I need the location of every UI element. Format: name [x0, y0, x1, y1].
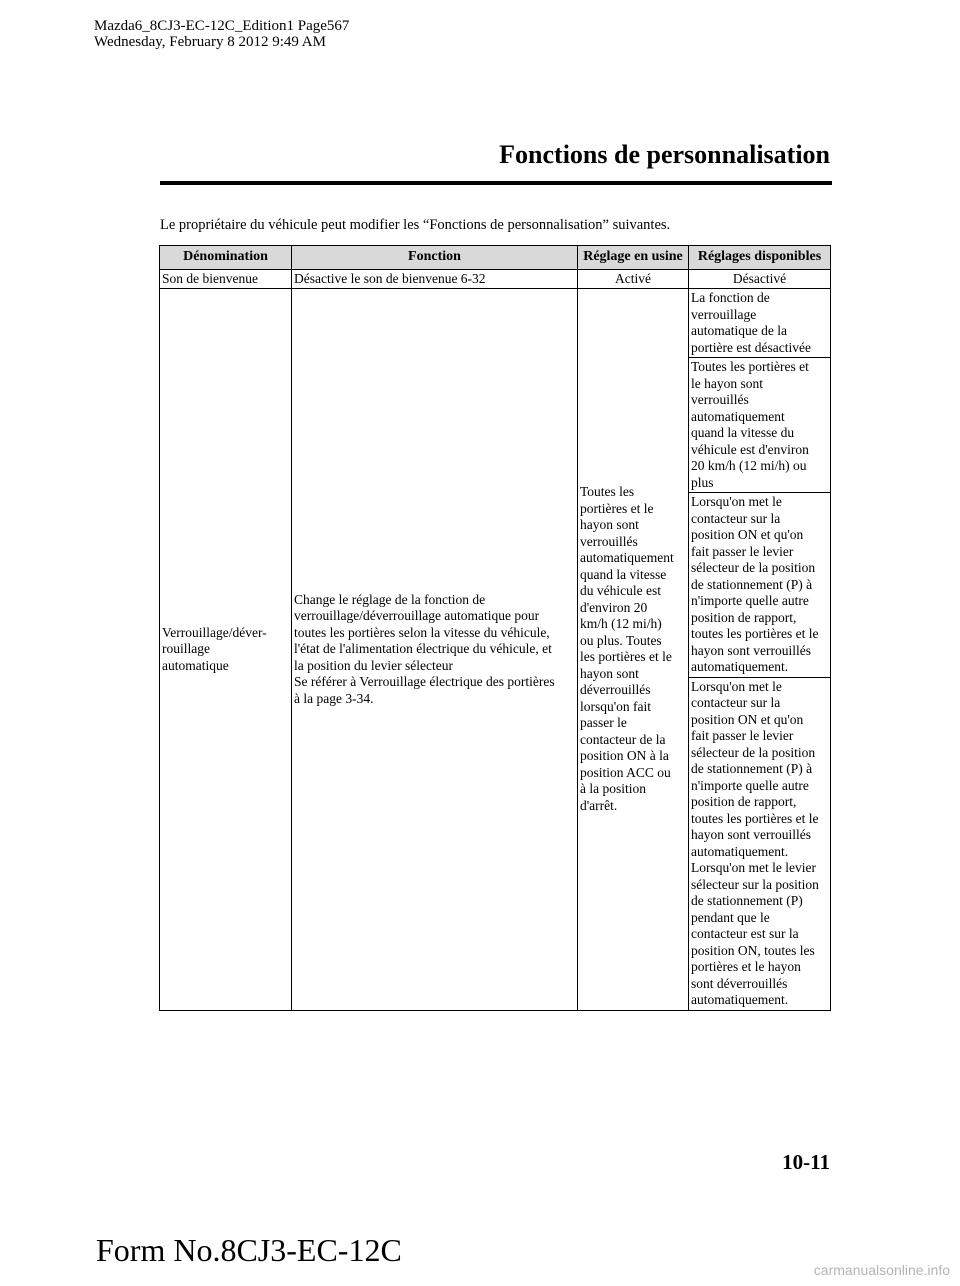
- table-row: [160, 289, 831, 358]
- cell-factory-setting: Activé: [578, 269, 689, 289]
- cell-available-option-3: Lorsqu'on met le contacteur sur la position ON et qu'on fait passer le levier sélecteur de la position de stationnement (P) à n'importe quelle autre position de rapport, toutes les portières et le hayon sont verrouillés automatiquement.: [689, 493, 831, 678]
- header-name: Dénomination: [160, 246, 292, 270]
- cell-available-option-2: Toutes les portières et le hayon sont verrouillés automatiquement quand la vitesse du véhicule est d'environ 20 km/h (12 mi/h) ou plus: [689, 358, 831, 493]
- cell-available-setting: Désactivé: [689, 269, 831, 289]
- intro-text: Le propriétaire du véhicule peut modifier les “Fonctions de personnalisation” suivantes.: [160, 217, 671, 233]
- cell-available-option-1: La fonction de verrouillage automatique de la portière est désactivée: [689, 289, 831, 358]
- print-info-line-2: Wednesday, February 8 2012 9:49 AM: [94, 34, 326, 50]
- print-info-line-1: Mazda6_8CJ3-EC-12C_Edition1 Page567: [94, 18, 350, 34]
- form-number: Form No.8CJ3-EC-12C: [96, 1232, 402, 1268]
- table-row: [160, 269, 831, 289]
- chapter-title: Fonctions de personnalisation: [499, 140, 830, 169]
- watermark: carmanualsonline.info: [813, 1262, 950, 1278]
- cell-function: Change le réglage de la fonction de verrouillage/déverrouillage automatique pour toutes les portières selon la vitesse du véhicule, l'état de l'alimentation électrique du véhicule, et la position du levier sélecteur Se référer à Verrouillage électrique des portières à la page 3-34.: [292, 289, 578, 1011]
- cell-function: Désactive le son de bienvenue 6-32: [292, 269, 578, 289]
- page-number: 10-11: [782, 1150, 830, 1174]
- cell-available-option-4: Lorsqu'on met le contacteur sur la position ON et qu'on fait passer le levier sélecteur de la position de stationnement (P) à n'importe quelle autre position de rapport, toutes les portières et le hayon sont verrouillés automatiquement. Lorsqu'on met le levier sélecteur sur la position de stationnement (P) pendant que le contacteur est sur la position ON, toutes les portières et le hayon sont déverrouillés automatiquement.: [689, 677, 831, 1010]
- cell-name: Verrouillage/déver- rouillage automatique: [160, 289, 292, 1011]
- cell-factory-setting: Toutes les portières et le hayon sont verrouillés automatiquement quand la vitesse du véhicule est d'environ 20 km/h (12 mi/h) ou plus. Toutes les portières et le hayon sont déverrouillés lorsqu'on fait passer le contacteur de la position ON à la position ACC ou à la position d'arrêt.: [578, 289, 689, 1011]
- header-function: Fonction: [292, 246, 578, 270]
- cell-name: Son de bienvenue: [160, 269, 292, 289]
- table-header-row: [160, 246, 831, 270]
- title-rule: [160, 181, 832, 185]
- personalization-table: [159, 245, 831, 1011]
- header-available-settings: Réglages disponibles: [689, 246, 831, 270]
- header-factory-setting: Réglage en usine: [578, 246, 689, 270]
